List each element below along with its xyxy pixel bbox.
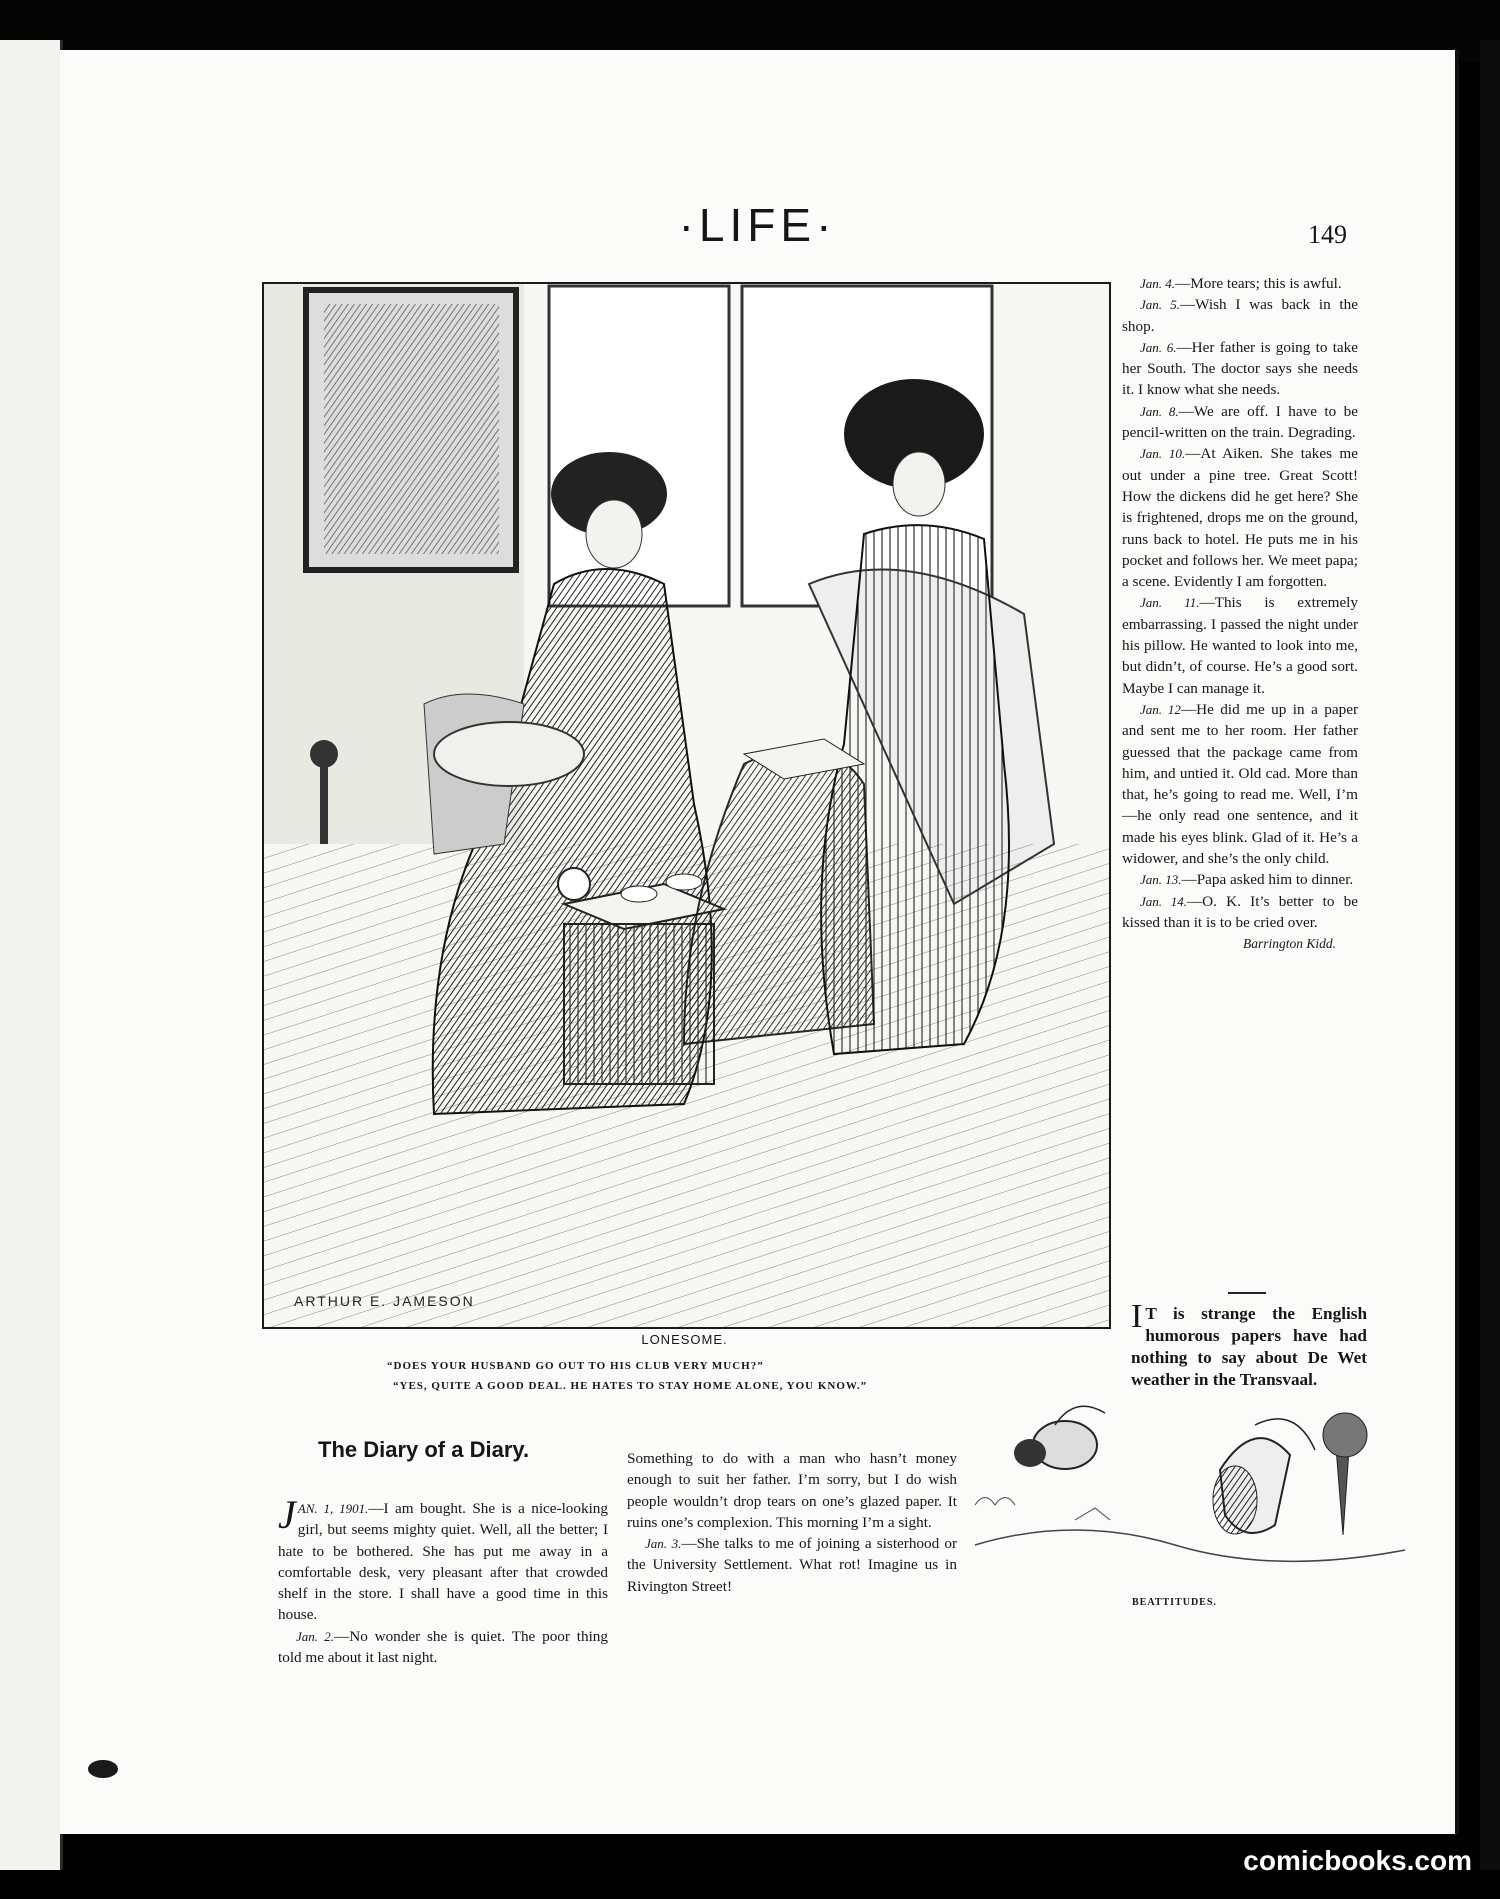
beetle-cartoon xyxy=(955,1395,1410,1570)
illustration-caption-line: “DOES YOUR HUSBAND GO OUT TO HIS CLUB VERY MUCH?” xyxy=(387,1360,764,1372)
diary-entry: Jan. 2.—No wonder she is quiet. The poor thing told me about it last night. xyxy=(278,1627,608,1667)
diary-middle-column xyxy=(627,1448,957,1597)
diary-left-column xyxy=(278,1492,608,1668)
magazine-page xyxy=(60,50,1459,1834)
diary-entry: JAN. 1, 1901.—I am bought. She is a nice-looking girl, but seems mighty quiet. Well, all the better; I hate to be bothered. She has put me away in a comfortable desk, very pleasant after that crowded shelf in the store. I shall have a good time in this house. xyxy=(278,1492,608,1624)
cartoon-caption: BEATTITUDES. xyxy=(1132,1597,1217,1608)
scan-edge xyxy=(1480,40,1500,1870)
illustration-title: LONESOME. xyxy=(641,1332,728,1347)
diary-entry: Jan. 5.—Wish I was back in the shop. xyxy=(1122,296,1358,335)
note-text: T is strange the English humorous papers have had nothing to say about De Wet weather in the Transvaal. xyxy=(1131,1304,1367,1389)
facing-page-edge xyxy=(0,40,63,1870)
author-signoff: Barrington Kidd. xyxy=(1242,936,1336,952)
watermark: comicbooks.com xyxy=(1243,1845,1472,1876)
diary-entry: Jan. 10.—At Aiken. She takes me out under a pine tree. Great Scott! How the dickens did he get here? She is frightened, drops me on the ground, runs back to hotel. He puts me in his pocket and follows her. We meet papa; a scene. Evidently I am forgotten. xyxy=(1122,445,1358,591)
illustration-caption-line: “YES, QUITE A GOOD DEAL. HE HATES TO STAY HOME ALONE, YOU KNOW.” xyxy=(393,1380,868,1392)
illustration-lonesome xyxy=(262,282,1111,1329)
diary-entry: Jan. 3.—She talks to me of joining a sisterhood or the University Settlement. What rot! Imagine us in Rivington Street! xyxy=(627,1535,958,1595)
tea-scene-drawing xyxy=(264,284,1109,1327)
diary-entry: Jan. 14.—O. K. It’s better to be kissed than it is to be cried over. xyxy=(1122,892,1358,931)
diary-entry: Jan. 13.—Papa asked him to dinner. xyxy=(1140,871,1354,889)
page-number: 149 xyxy=(1308,220,1347,249)
diary-entry: Jan. 4.—More tears; this is awful. xyxy=(1140,275,1342,292)
note-dropcap: I xyxy=(1131,1298,1143,1335)
transvaal-note xyxy=(1131,1298,1367,1391)
article-dropcap: J xyxy=(278,1492,296,1537)
diary-right-column xyxy=(1122,273,1358,955)
diary-entry: Jan. 12—He did me up in a paper and sent me to her room. Her father guessed that the package came from him, and untied it. Old cad. More than that, he’s going to read me. Well, I’m—he only read one sentence, and it made his eyes blink. Glad of it. He’s a widower, and she’s the only child. xyxy=(1122,700,1358,868)
masthead: ·LIFE· xyxy=(678,199,837,251)
article-title: The Diary of a Diary. xyxy=(318,1437,530,1462)
diary-entry: Jan. 6.—Her father is going to take her South. The doctor says she needs it. I know what she needs. xyxy=(1122,338,1358,399)
diary-entry: Something to do with a man who hasn’t money enough to suit her father. I’m sorry, but I do wish people wouldn’t drop tears on one’s glazed paper. It ruins one’s complexion. This morning I’m a sight. xyxy=(627,1450,957,1531)
artist-signature: ARTHUR E. JAMESON xyxy=(294,1293,475,1309)
diary-entry: Jan. 11.—This is extremely embarrassing. I passed the night under his pillow. He wanted to look into me, but didn’t, of course. He’s a good sort. Maybe I can manage it. xyxy=(1122,594,1358,697)
ink-smudge xyxy=(88,1760,118,1778)
divider-rule xyxy=(1228,1292,1266,1294)
diary-entry: Jan. 8.—We are off. I have to be pencil-written on the train. Degrading. xyxy=(1122,402,1358,442)
